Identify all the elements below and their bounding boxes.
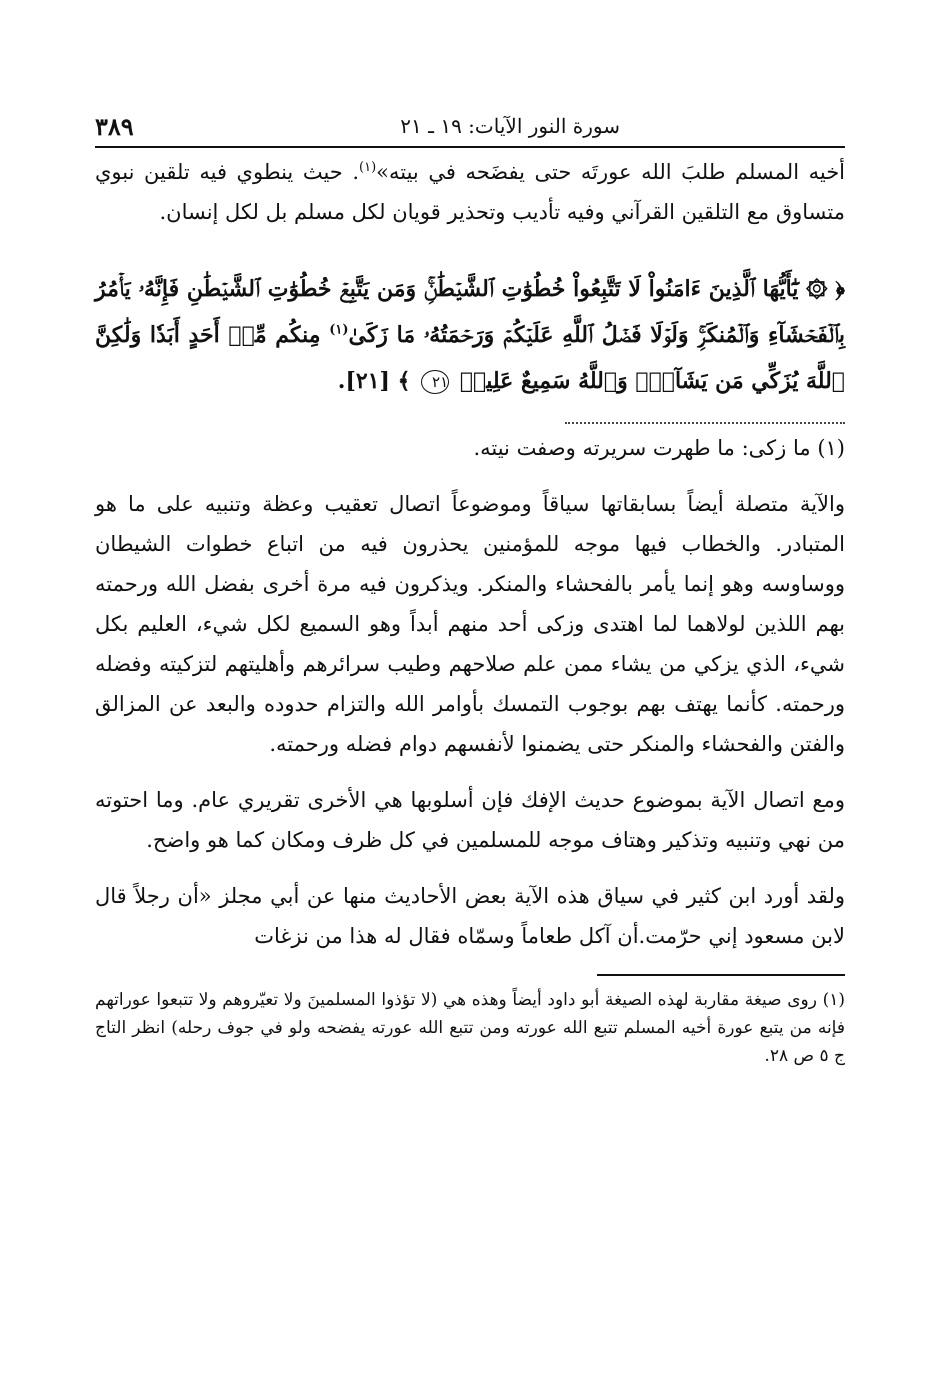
verse-note-ref: (١) (329, 322, 349, 338)
footnote-rule (597, 974, 845, 976)
quran-verse (95, 266, 845, 404)
top-paragraph (95, 152, 845, 232)
inline-note: (١) ما زكى: ما طهرت سريرته وصفت نيته. (473, 436, 845, 460)
body-paragraph-1: والآية متصلة أيضاً بسابقاتها سياقاً وموضوعاً اتصال تعقيب وعظة وتنبيه على ما هو المتبادر. والخطاب فيها موجه للمؤمنين يحذرون فيه من اتباع خطوات الشيطان ووساوسه وهو إنما يأمر بالفحشاء والمنكر. ويذكرون فيه مرة أخرى بفضل الله ورحمته بهم اللذين لولاهما لما اهتدى وزكى أحد منهم أبداً وهو السميع لكل شيء، العليم بكل شيء، الذي يزكي من يشاء ممن علم صلاحهم وطيب سرائرهم وأهليتهم لتزكيته وفضله ورحمته. كأنما يهتف بهم بوجوب التمسك بأوامر الله والتزام حدوده والبعد عن المزالق والفتن والفحشاء والمنكر حتى يضمنوا لأنفسهم دوام فضله ورحمته. (95, 492, 845, 756)
ayah-number-marker: ٢١ (421, 370, 449, 394)
top-paragraph-text-cont: . حيث ينطوي فيه تلقين نبوي متساوق مع التلقين القرآني وفيه تأديب وتحذير قويان لكل مسلم بل لكل إنسان. (95, 160, 845, 224)
verse-text: ﴿ ۞ يَٰٓأَيُّهَا ٱلَّذِينَ ءَامَنُواْ لَا تَتَّبِعُواْ خُطُوَٰتِ ٱلشَّيۡطَٰنِۚ وَمَن يَتَّبِعۡ خُطُوَٰتِ ٱلشَّيۡطَٰنِ فَإِنَّهُۥ يَأۡمُرُ بِٱلۡفَحۡشَآءِ وَٱلۡمُنكَرِۚ وَلَوۡلَا فَضۡلُ ٱللَّهِ عَلَيۡكُمۡ وَرَحۡمَتُهُۥ مَا زَكَىٰ (95, 276, 845, 348)
footnote-ref: (١) (359, 160, 377, 175)
verse-text-cont: مِنكُم مِّنۡ أَحَدٍ أَبَدٗا وَلَٰكِنَّ ٱللَّهَ يُزَكِّي مَن يَشَآءُۗ وَٱللَّهُ سَمِيعٌ عَلِيمٞ (95, 322, 845, 394)
body-paragraph-2: ومع اتصال الآية بموضوع حديث الإفك فإن أسلوبها هي الأخرى تقريري عام. وما احتوته من نهي وتنبيه وتذكير وهتاف موجه للمسلمين في كل ظرف ومكان كما هو واضح. (95, 788, 845, 852)
running-title: سورة النور الآيات: ١٩ ـ ٢١ (400, 114, 620, 138)
book-page (95, 110, 845, 1070)
dotted-separator (95, 404, 845, 418)
body-paragraph-3: ولقد أورد ابن كثير في سياق هذه الآية بعض الأحاديث منها عن أبي مجلز «أن رجلاً قال لابن مسعود إني حرّمت.أن آكل طعاماً وسمّاه فقال له هذا من نزغات (95, 884, 845, 948)
footnote: (١) روى صيغة مقاربة لهذه الصيغة أبو داود أيضاً وهذه هي (لا تؤذوا المسلمينَ ولا تعيّروهم ولا تتبعوا عوراتهم فإنه من يتبع عورة أخيه المسلم تتبع الله عورته ومن تتبع الله عورته يفضحه ولو في جوف رحله) انظر التاج ج ٥ ص ٢٨. (95, 990, 845, 1066)
verse-closing: ﴾ [٢١]. (337, 368, 411, 394)
page-number: ٣٨٩ (95, 112, 134, 141)
page-header (95, 110, 845, 148)
dotted-line (565, 422, 845, 430)
top-paragraph-text: أخيه المسلم طلبَ الله عورتَه حتى يفضَحه في بيته» (376, 160, 846, 184)
